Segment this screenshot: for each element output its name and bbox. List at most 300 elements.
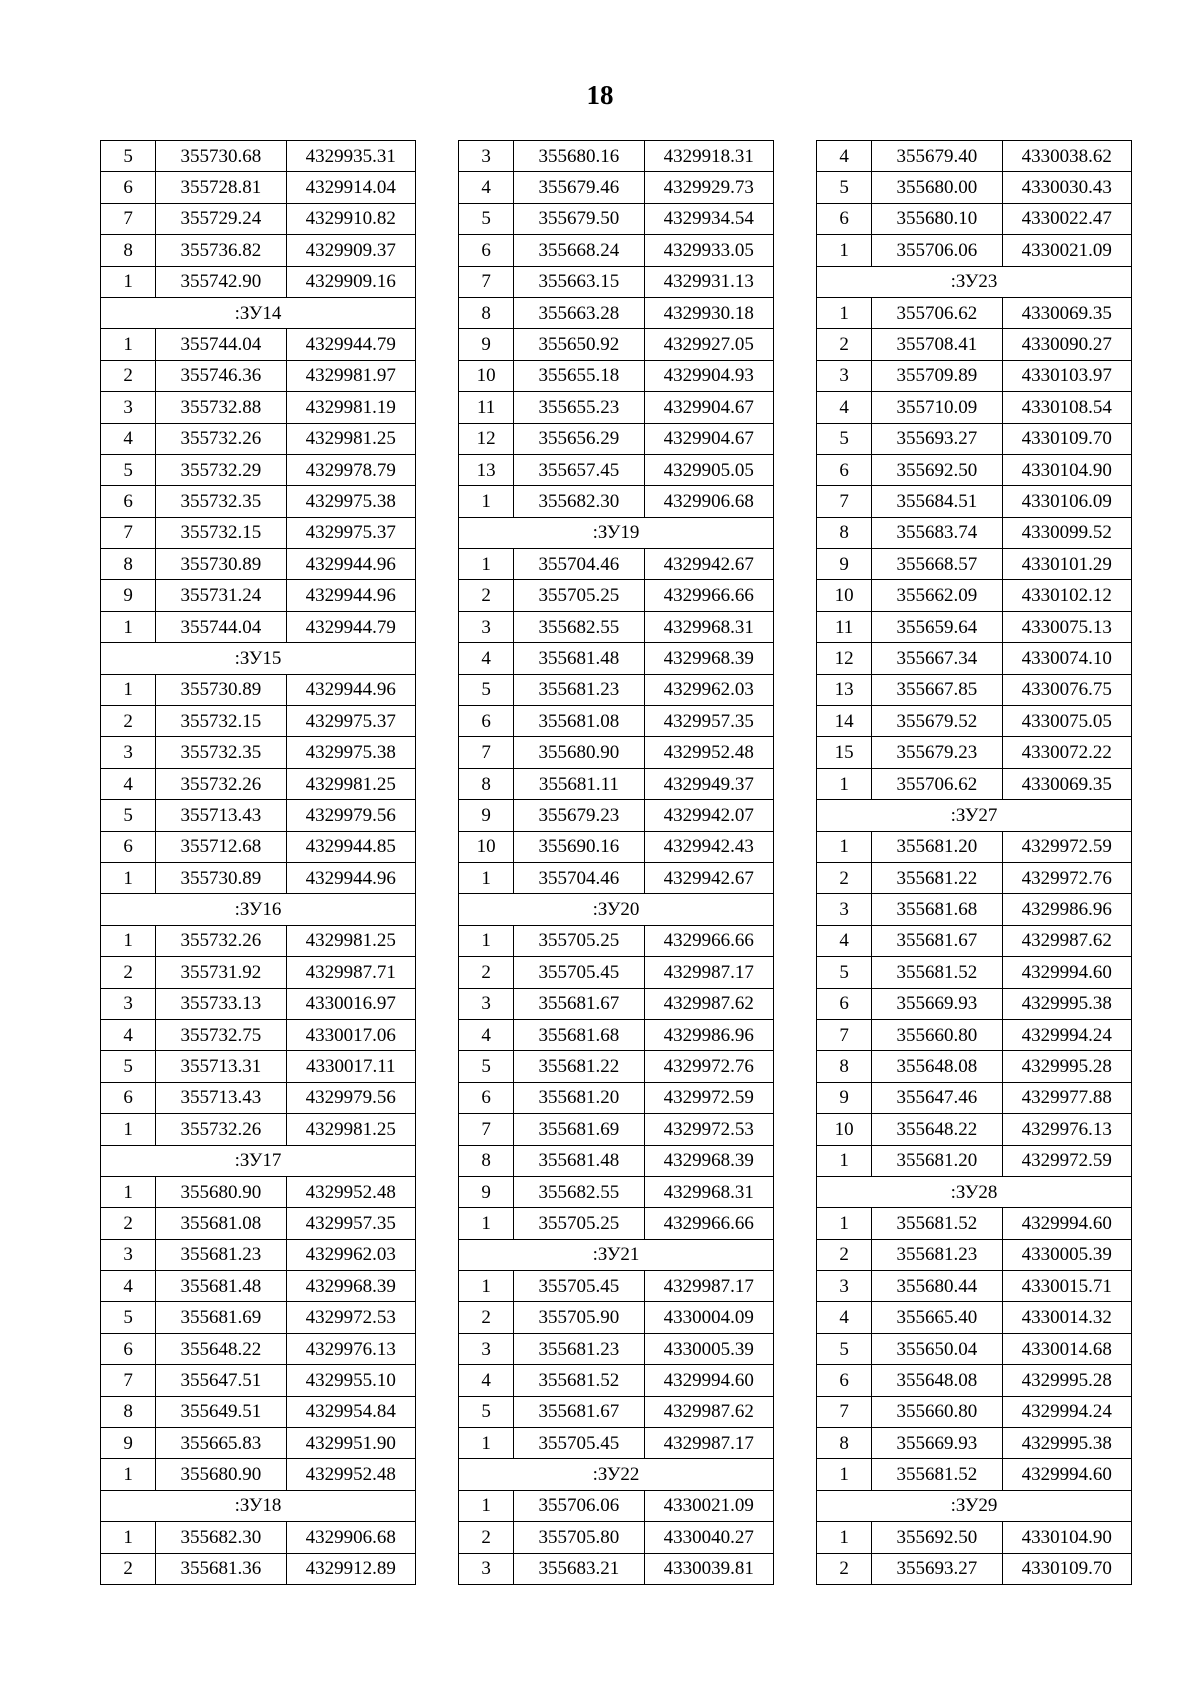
point-number-cell: 1 [817, 235, 872, 266]
x-coordinate-cell: 355679.23 [514, 800, 644, 831]
table-row [101, 1365, 416, 1396]
table-row [459, 1428, 774, 1459]
y-coordinate-cell: 4330021.09 [644, 1490, 773, 1521]
point-number-cell: 5 [101, 1302, 156, 1333]
point-number-cell: 8 [817, 517, 872, 548]
point-number-cell: 15 [817, 737, 872, 768]
table-row [101, 988, 416, 1019]
table-row [817, 925, 1132, 956]
point-number-cell: 4 [101, 1271, 156, 1302]
x-coordinate-cell: 355660.80 [872, 1019, 1002, 1050]
point-number-cell: 6 [817, 454, 872, 485]
section-label: :ЗУ15 [101, 643, 416, 674]
coordinate-table-middle [458, 140, 774, 1585]
table-row [817, 423, 1132, 454]
section-label: :ЗУ14 [101, 297, 416, 328]
table-row [459, 1396, 774, 1427]
x-coordinate-cell: 355713.43 [156, 1082, 286, 1113]
point-number-cell: 6 [101, 486, 156, 517]
point-number-cell: 2 [459, 957, 514, 988]
point-number-cell: 2 [817, 862, 872, 893]
point-number-cell: 1 [101, 1459, 156, 1490]
table-row [459, 1365, 774, 1396]
x-coordinate-cell: 355680.90 [156, 1176, 286, 1207]
x-coordinate-cell: 355732.26 [156, 925, 286, 956]
y-coordinate-cell: 4329966.66 [644, 1208, 773, 1239]
point-number-cell: 8 [817, 1051, 872, 1082]
x-coordinate-cell: 355669.93 [872, 1428, 1002, 1459]
point-number-cell: 5 [459, 1396, 514, 1427]
y-coordinate-cell: 4330090.27 [1002, 329, 1131, 360]
x-coordinate-cell: 355665.40 [872, 1302, 1002, 1333]
x-coordinate-cell: 355705.25 [514, 925, 644, 956]
y-coordinate-cell: 4330102.12 [1002, 580, 1131, 611]
point-number-cell: 1 [101, 1522, 156, 1553]
y-coordinate-cell: 4329975.38 [286, 486, 415, 517]
point-number-cell: 1 [101, 611, 156, 642]
point-number-cell: 6 [459, 1082, 514, 1113]
x-coordinate-cell: 355669.93 [872, 988, 1002, 1019]
table-row [101, 674, 416, 705]
y-coordinate-cell: 4330106.09 [1002, 486, 1131, 517]
table-row [459, 235, 774, 266]
x-coordinate-cell: 355665.83 [156, 1428, 286, 1459]
x-coordinate-cell: 355681.52 [872, 1208, 1002, 1239]
x-coordinate-cell: 355681.23 [156, 1239, 286, 1270]
x-coordinate-cell: 355662.09 [872, 580, 1002, 611]
y-coordinate-cell: 4330101.29 [1002, 549, 1131, 580]
y-coordinate-cell: 4330075.05 [1002, 706, 1131, 737]
x-coordinate-cell: 355732.26 [156, 423, 286, 454]
x-coordinate-cell: 355655.18 [514, 360, 644, 391]
table-row [817, 737, 1132, 768]
point-number-cell: 2 [459, 580, 514, 611]
point-number-cell: 1 [101, 1114, 156, 1145]
y-coordinate-cell: 4330040.27 [644, 1522, 773, 1553]
y-coordinate-cell: 4329986.96 [644, 1019, 773, 1050]
x-coordinate-cell: 355744.04 [156, 611, 286, 642]
y-coordinate-cell: 4329962.03 [286, 1239, 415, 1270]
y-coordinate-cell: 4329912.89 [286, 1553, 415, 1584]
y-coordinate-cell: 4329968.31 [644, 1176, 773, 1207]
table-row [101, 580, 416, 611]
y-coordinate-cell: 4329981.19 [286, 392, 415, 423]
point-number-cell: 1 [817, 1459, 872, 1490]
section-header-row [817, 266, 1132, 297]
x-coordinate-cell: 355650.92 [514, 329, 644, 360]
y-coordinate-cell: 4330074.10 [1002, 643, 1131, 674]
point-number-cell: 9 [459, 329, 514, 360]
y-coordinate-cell: 4330015.71 [1002, 1271, 1131, 1302]
table-row [817, 1082, 1132, 1113]
table-row [101, 862, 416, 893]
point-number-cell: 2 [459, 1302, 514, 1333]
y-coordinate-cell: 4329942.67 [644, 549, 773, 580]
x-coordinate-cell: 355659.64 [872, 611, 1002, 642]
y-coordinate-cell: 4329952.48 [286, 1459, 415, 1490]
y-coordinate-cell: 4330014.68 [1002, 1333, 1131, 1364]
table-row [459, 1208, 774, 1239]
x-coordinate-cell: 355713.43 [156, 800, 286, 831]
x-coordinate-cell: 355648.22 [156, 1333, 286, 1364]
x-coordinate-cell: 355647.51 [156, 1365, 286, 1396]
y-coordinate-cell: 4329995.38 [1002, 988, 1131, 1019]
point-number-cell: 3 [817, 360, 872, 391]
table-row [817, 392, 1132, 423]
point-number-cell: 9 [459, 1176, 514, 1207]
y-coordinate-cell: 4329955.10 [286, 1365, 415, 1396]
y-coordinate-cell: 4330069.35 [1002, 297, 1131, 328]
table-row [817, 831, 1132, 862]
table-row [459, 1019, 774, 1050]
y-coordinate-cell: 4330109.70 [1002, 423, 1131, 454]
point-number-cell: 5 [817, 1333, 872, 1364]
point-number-cell: 13 [459, 454, 514, 485]
point-number-cell: 12 [459, 423, 514, 454]
y-coordinate-cell: 4329957.35 [286, 1208, 415, 1239]
point-number-cell: 4 [459, 643, 514, 674]
y-coordinate-cell: 4329972.59 [644, 1082, 773, 1113]
y-coordinate-cell: 4329995.38 [1002, 1428, 1131, 1459]
point-number-cell: 5 [101, 800, 156, 831]
y-coordinate-cell: 4329994.60 [1002, 957, 1131, 988]
table-row [101, 423, 416, 454]
table-row [101, 392, 416, 423]
x-coordinate-cell: 355705.25 [514, 1208, 644, 1239]
table-row [459, 580, 774, 611]
y-coordinate-cell: 4329949.37 [644, 768, 773, 799]
y-coordinate-cell: 4329904.67 [644, 392, 773, 423]
table-row [459, 486, 774, 517]
y-coordinate-cell: 4330022.47 [1002, 203, 1131, 234]
x-coordinate-cell: 355681.52 [872, 957, 1002, 988]
point-number-cell: 1 [459, 925, 514, 956]
point-number-cell: 4 [817, 141, 872, 172]
table-row [459, 329, 774, 360]
y-coordinate-cell: 4329995.28 [1002, 1051, 1131, 1082]
table-row [101, 706, 416, 737]
point-number-cell: 6 [459, 235, 514, 266]
table-row [817, 297, 1132, 328]
y-coordinate-cell: 4330038.62 [1002, 141, 1131, 172]
point-number-cell: 2 [101, 1553, 156, 1584]
x-coordinate-cell: 355681.48 [156, 1271, 286, 1302]
point-number-cell: 2 [817, 329, 872, 360]
table-row [817, 1302, 1132, 1333]
x-coordinate-cell: 355731.92 [156, 957, 286, 988]
section-label: :ЗУ18 [101, 1490, 416, 1521]
x-coordinate-cell: 355681.68 [872, 894, 1002, 925]
x-coordinate-cell: 355746.36 [156, 360, 286, 391]
y-coordinate-cell: 4329968.39 [644, 1145, 773, 1176]
y-coordinate-cell: 4329952.48 [644, 737, 773, 768]
point-number-cell: 2 [101, 1208, 156, 1239]
section-label: :ЗУ28 [817, 1176, 1132, 1207]
x-coordinate-cell: 355680.90 [156, 1459, 286, 1490]
point-number-cell: 9 [817, 549, 872, 580]
x-coordinate-cell: 355681.69 [156, 1302, 286, 1333]
point-number-cell: 7 [101, 1365, 156, 1396]
x-coordinate-cell: 355708.41 [872, 329, 1002, 360]
table-row [101, 800, 416, 831]
y-coordinate-cell: 4329944.85 [286, 831, 415, 862]
y-coordinate-cell: 4329934.54 [644, 203, 773, 234]
x-coordinate-cell: 355706.06 [872, 235, 1002, 266]
table-row [817, 1428, 1132, 1459]
x-coordinate-cell: 355681.20 [514, 1082, 644, 1113]
table-row [459, 957, 774, 988]
table-row [101, 1459, 416, 1490]
y-coordinate-cell: 4330104.90 [1002, 454, 1131, 485]
table-row [817, 1553, 1132, 1584]
x-coordinate-cell: 355693.27 [872, 423, 1002, 454]
x-coordinate-cell: 355680.90 [514, 737, 644, 768]
x-coordinate-cell: 355667.34 [872, 643, 1002, 674]
x-coordinate-cell: 355732.26 [156, 768, 286, 799]
section-label: :ЗУ27 [817, 800, 1132, 831]
x-coordinate-cell: 355650.04 [872, 1333, 1002, 1364]
x-coordinate-cell: 355732.35 [156, 486, 286, 517]
x-coordinate-cell: 355681.68 [514, 1019, 644, 1050]
y-coordinate-cell: 4330030.43 [1002, 172, 1131, 203]
point-number-cell: 3 [459, 988, 514, 1019]
x-coordinate-cell: 355668.24 [514, 235, 644, 266]
table-row [101, 141, 416, 172]
table-row [101, 611, 416, 642]
point-number-cell: 9 [459, 800, 514, 831]
y-coordinate-cell: 4330108.54 [1002, 392, 1131, 423]
point-number-cell: 1 [101, 1176, 156, 1207]
point-number-cell: 5 [459, 674, 514, 705]
x-coordinate-cell: 355705.80 [514, 1522, 644, 1553]
table-row [817, 1522, 1132, 1553]
y-coordinate-cell: 4329951.90 [286, 1428, 415, 1459]
y-coordinate-cell: 4329975.37 [286, 706, 415, 737]
table-row [817, 235, 1132, 266]
table-row [101, 957, 416, 988]
x-coordinate-cell: 355681.67 [514, 988, 644, 1019]
table-row [817, 517, 1132, 548]
table-row [817, 141, 1132, 172]
x-coordinate-cell: 355657.45 [514, 454, 644, 485]
point-number-cell: 12 [817, 643, 872, 674]
table-row [459, 392, 774, 423]
y-coordinate-cell: 4329904.67 [644, 423, 773, 454]
y-coordinate-cell: 4330072.22 [1002, 737, 1131, 768]
x-coordinate-cell: 355647.46 [872, 1082, 1002, 1113]
x-coordinate-cell: 355704.46 [514, 862, 644, 893]
point-number-cell: 6 [817, 988, 872, 1019]
y-coordinate-cell: 4329987.62 [644, 1396, 773, 1427]
y-coordinate-cell: 4329930.18 [644, 297, 773, 328]
table-row [817, 454, 1132, 485]
y-coordinate-cell: 4329942.43 [644, 831, 773, 862]
table-row [459, 266, 774, 297]
table-row [101, 1208, 416, 1239]
x-coordinate-cell: 355648.08 [872, 1051, 1002, 1082]
point-number-cell: 8 [459, 1145, 514, 1176]
point-number-cell: 8 [101, 235, 156, 266]
y-coordinate-cell: 4329979.56 [286, 800, 415, 831]
y-coordinate-cell: 4329987.17 [644, 1428, 773, 1459]
x-coordinate-cell: 355732.75 [156, 1019, 286, 1050]
point-number-cell: 8 [459, 768, 514, 799]
y-coordinate-cell: 4329975.38 [286, 737, 415, 768]
x-coordinate-cell: 355732.26 [156, 1114, 286, 1145]
coordinate-table-left [100, 140, 416, 1585]
point-number-cell: 1 [101, 862, 156, 893]
x-coordinate-cell: 355681.22 [872, 862, 1002, 893]
x-coordinate-cell: 355679.52 [872, 706, 1002, 737]
x-coordinate-cell: 355729.24 [156, 203, 286, 234]
table-row [459, 1271, 774, 1302]
y-coordinate-cell: 4329975.37 [286, 517, 415, 548]
table-row [817, 329, 1132, 360]
x-coordinate-cell: 355681.08 [514, 706, 644, 737]
y-coordinate-cell: 4330005.39 [644, 1333, 773, 1364]
y-coordinate-cell: 4329987.62 [644, 988, 773, 1019]
x-coordinate-cell: 355693.27 [872, 1553, 1002, 1584]
y-coordinate-cell: 4330004.09 [644, 1302, 773, 1333]
table-row [817, 1145, 1132, 1176]
x-coordinate-cell: 355681.08 [156, 1208, 286, 1239]
section-header-row [101, 297, 416, 328]
y-coordinate-cell: 4329904.93 [644, 360, 773, 391]
y-coordinate-cell: 4329981.97 [286, 360, 415, 391]
x-coordinate-cell: 355663.15 [514, 266, 644, 297]
y-coordinate-cell: 4329977.88 [1002, 1082, 1131, 1113]
point-number-cell: 9 [101, 1428, 156, 1459]
table-row [817, 1114, 1132, 1145]
x-coordinate-cell: 355705.45 [514, 1428, 644, 1459]
x-coordinate-cell: 355706.62 [872, 297, 1002, 328]
y-coordinate-cell: 4329944.96 [286, 580, 415, 611]
y-coordinate-cell: 4330103.97 [1002, 360, 1131, 391]
table-row [459, 706, 774, 737]
table-row [817, 1208, 1132, 1239]
y-coordinate-cell: 4330076.75 [1002, 674, 1131, 705]
point-number-cell: 7 [459, 1114, 514, 1145]
x-coordinate-cell: 355712.68 [156, 831, 286, 862]
point-number-cell: 2 [101, 360, 156, 391]
table-row [101, 203, 416, 234]
table-row [817, 1271, 1132, 1302]
table-row [817, 1239, 1132, 1270]
y-coordinate-cell: 4330109.70 [1002, 1553, 1131, 1584]
y-coordinate-cell: 4329909.16 [286, 266, 415, 297]
y-coordinate-cell: 4329979.56 [286, 1082, 415, 1113]
point-number-cell: 3 [459, 141, 514, 172]
table-row [459, 1490, 774, 1521]
x-coordinate-cell: 355736.82 [156, 235, 286, 266]
point-number-cell: 4 [817, 392, 872, 423]
y-coordinate-cell: 4329986.96 [1002, 894, 1131, 925]
table-row [101, 1082, 416, 1113]
table-row [817, 1365, 1132, 1396]
y-coordinate-cell: 4329944.96 [286, 862, 415, 893]
y-coordinate-cell: 4329914.04 [286, 172, 415, 203]
point-number-cell: 2 [101, 957, 156, 988]
x-coordinate-cell: 355681.52 [872, 1459, 1002, 1490]
table-row [459, 1522, 774, 1553]
y-coordinate-cell: 4329962.03 [644, 674, 773, 705]
x-coordinate-cell: 355705.90 [514, 1302, 644, 1333]
x-coordinate-cell: 355663.28 [514, 297, 644, 328]
point-number-cell: 8 [101, 549, 156, 580]
y-coordinate-cell: 4330104.90 [1002, 1522, 1131, 1553]
table-row [459, 831, 774, 862]
table-row [101, 1114, 416, 1145]
x-coordinate-cell: 355679.23 [872, 737, 1002, 768]
point-number-cell: 8 [101, 1396, 156, 1427]
point-number-cell: 6 [101, 1333, 156, 1364]
x-coordinate-cell: 355656.29 [514, 423, 644, 454]
y-coordinate-cell: 4329972.59 [1002, 831, 1131, 862]
point-number-cell: 1 [101, 674, 156, 705]
x-coordinate-cell: 355744.04 [156, 329, 286, 360]
x-coordinate-cell: 355648.08 [872, 1365, 1002, 1396]
table-row [101, 831, 416, 862]
section-header-row [101, 1145, 416, 1176]
x-coordinate-cell: 355679.40 [872, 141, 1002, 172]
x-coordinate-cell: 355681.11 [514, 768, 644, 799]
point-number-cell: 3 [817, 1271, 872, 1302]
point-number-cell: 2 [101, 706, 156, 737]
section-header-row [817, 1490, 1132, 1521]
point-number-cell: 1 [101, 329, 156, 360]
point-number-cell: 6 [101, 831, 156, 862]
section-header-row [101, 1490, 416, 1521]
section-header-row [101, 894, 416, 925]
y-coordinate-cell: 4329987.62 [1002, 925, 1131, 956]
point-number-cell: 3 [817, 894, 872, 925]
x-coordinate-cell: 355684.51 [872, 486, 1002, 517]
point-number-cell: 1 [101, 266, 156, 297]
section-label: :ЗУ19 [459, 517, 774, 548]
x-coordinate-cell: 355706.06 [514, 1490, 644, 1521]
point-number-cell: 4 [459, 1365, 514, 1396]
x-coordinate-cell: 355731.24 [156, 580, 286, 611]
table-row [101, 517, 416, 548]
section-header-row [817, 1176, 1132, 1207]
point-number-cell: 8 [459, 297, 514, 328]
point-number-cell: 10 [817, 580, 872, 611]
table-row [101, 1396, 416, 1427]
section-header-row [459, 1459, 774, 1490]
table-row [817, 988, 1132, 1019]
x-coordinate-cell: 355681.23 [514, 1333, 644, 1364]
point-number-cell: 1 [817, 1208, 872, 1239]
x-coordinate-cell: 355692.50 [872, 1522, 1002, 1553]
table-row [101, 172, 416, 203]
x-coordinate-cell: 355681.48 [514, 1145, 644, 1176]
x-coordinate-cell: 355680.44 [872, 1271, 1002, 1302]
table-row [817, 1333, 1132, 1364]
point-number-cell: 6 [817, 1365, 872, 1396]
point-number-cell: 5 [817, 957, 872, 988]
point-number-cell: 6 [817, 203, 872, 234]
y-coordinate-cell: 4330016.97 [286, 988, 415, 1019]
y-coordinate-cell: 4330014.32 [1002, 1302, 1131, 1333]
y-coordinate-cell: 4329976.13 [1002, 1114, 1131, 1145]
y-coordinate-cell: 4329987.17 [644, 957, 773, 988]
point-number-cell: 3 [459, 1553, 514, 1584]
section-header-row [459, 517, 774, 548]
point-number-cell: 14 [817, 706, 872, 737]
x-coordinate-cell: 355730.89 [156, 674, 286, 705]
y-coordinate-cell: 4329957.35 [644, 706, 773, 737]
y-coordinate-cell: 4329944.79 [286, 611, 415, 642]
